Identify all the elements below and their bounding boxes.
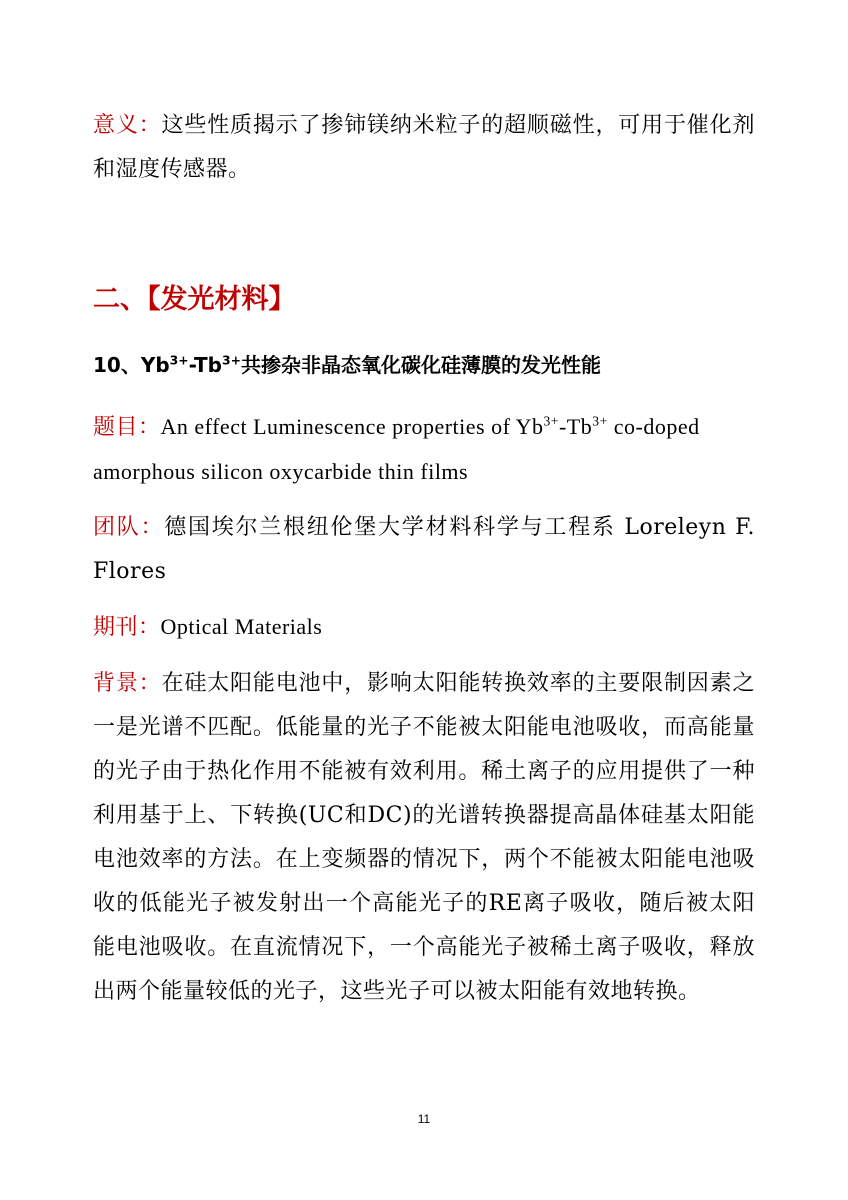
topic-sup2: 3+ [592, 413, 608, 429]
item-title-part3: 共掺杂非晶态氧化碳化硅薄膜的发光性能 [241, 353, 602, 377]
topic-paragraph [93, 405, 755, 495]
page-number: 11 [417, 1112, 431, 1126]
journal-label: 期刊： [93, 615, 161, 640]
journal-paragraph [93, 605, 755, 650]
journal-text: Optical Materials [160, 614, 323, 639]
section-heading: 二、【发光材料】 [93, 284, 296, 315]
significance-paragraph [93, 104, 755, 192]
item-title-sup2: 3+ [222, 352, 242, 368]
topic-sup1: 3+ [543, 413, 559, 429]
background-label: 背景： [93, 671, 162, 696]
topic-text-part2: -Tb [558, 414, 593, 439]
team-text: 德国埃尔兰根纽伦堡大学材料科学与工程系 Loreleyn F. Flores [93, 515, 755, 584]
topic-text-part3: co-doped amorphous silicon oxycarbide thin films [93, 414, 700, 484]
item-title-sup1: 3+ [169, 352, 189, 368]
significance-text: 这些性质揭示了掺铈镁纳米粒子的超顺磁性，可用于催化剂和湿度传感器。 [93, 113, 755, 182]
topic-label: 题目： [93, 415, 161, 440]
topic-text-part1: An effect Luminescence properties of Yb [160, 414, 544, 439]
item-title [93, 351, 601, 379]
background-text: 在硅太阳能电池中，影响太阳能转换效率的主要限制因素之一是光谱不匹配。低能量的光子不能被太阳能电池吸收，而高能量的光子由于热化作用不能被有效利用。稀土离子的应用提供了一种利用基于上、下转换(UC和DC)的光谱转换器提高晶体硅基太阳能电池效率的方法。在上变频器的情况下，两个不能被太阳能电池吸收的低能光子被发射出一个高能光子的RE离子吸收，随后被太阳能电池吸收。在直流情况下，一个高能光子被稀土离子吸收，释放出两个能量较低的光子，这些光子可以被太阳能有效地转换。 [93, 671, 755, 1004]
team-paragraph [93, 506, 755, 594]
team-label: 团队： [93, 515, 165, 540]
background-paragraph [93, 662, 755, 1014]
item-title-part2: -Tb [188, 353, 222, 377]
item-number: 10、 [93, 353, 141, 377]
significance-label: 意义： [93, 113, 162, 138]
item-title-part1: Yb [140, 353, 170, 377]
